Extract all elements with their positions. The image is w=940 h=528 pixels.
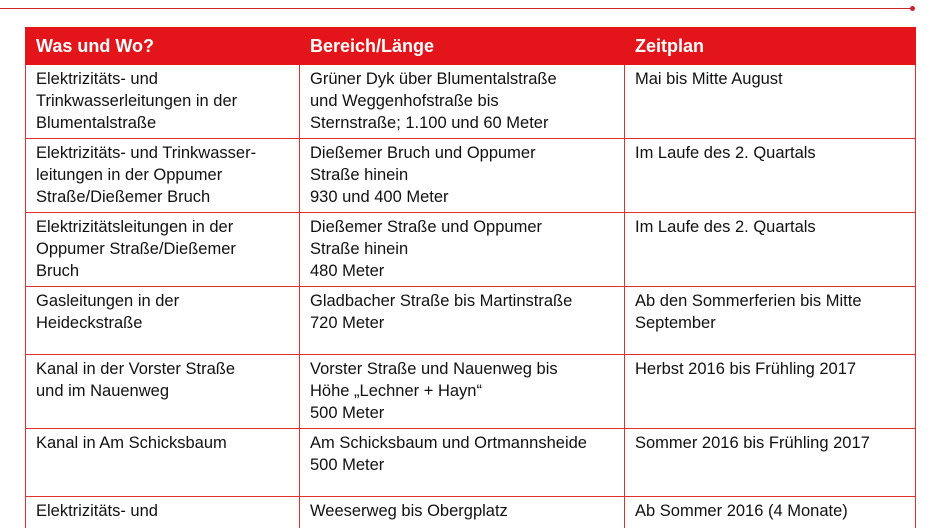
top-divider-dot [910, 6, 915, 11]
table-row [26, 213, 916, 287]
cell-what: Kanal in Am Schicksbaum [26, 429, 300, 497]
cell-schedule: Mai bis Mitte August [625, 65, 916, 139]
cell-area: Dießemer Straße und Oppumer Straße hinein 480 Meter [300, 213, 625, 287]
construction-schedule-table [25, 27, 916, 528]
header-area-length: Bereich/Länge [300, 28, 625, 65]
table-row [26, 355, 916, 429]
header-schedule: Zeitplan [625, 28, 916, 65]
cell-schedule: Herbst 2016 bis Frühling 2017 [625, 355, 916, 429]
cell-schedule: Ab Sommer 2016 (4 Monate) [625, 497, 916, 528]
cell-area: Am Schicksbaum und Ortmannsheide 500 Meter [300, 429, 625, 497]
table-row [26, 497, 916, 528]
table-header-row [26, 28, 916, 65]
cell-what: Elektrizitäts- und Trinkwasserleitungen in der Blumentalstraße [26, 65, 300, 139]
cell-area: Gladbacher Straße bis Martinstraße 720 Meter [300, 287, 625, 355]
cell-schedule: Sommer 2016 bis Frühling 2017 [625, 429, 916, 497]
table-row [26, 65, 916, 139]
table-row [26, 139, 916, 213]
cell-schedule: Im Laufe des 2. Quartals [625, 139, 916, 213]
top-divider-line [0, 8, 912, 9]
cell-area: Vorster Straße und Nauenweg bis Höhe „Lechner + Hayn“ 500 Meter [300, 355, 625, 429]
header-what-where: Was und Wo? [26, 28, 300, 65]
cell-what: Elektrizitäts- und [26, 497, 300, 528]
cell-area: Dießemer Bruch und Oppumer Straße hinein 930 und 400 Meter [300, 139, 625, 213]
cell-schedule: Im Laufe des 2. Quartals [625, 213, 916, 287]
table-row [26, 429, 916, 497]
cell-what: Elektrizitätsleitungen in der Oppumer Straße/Dießemer Bruch [26, 213, 300, 287]
cell-what: Gasleitungen in der Heideckstraße [26, 287, 300, 355]
table-row [26, 287, 916, 355]
cell-area: Grüner Dyk über Blumentalstraße und Weggenhofstraße bis Sternstraße; 1.100 und 60 Meter [300, 65, 625, 139]
cell-what: Kanal in der Vorster Straße und im Nauenweg [26, 355, 300, 429]
cell-what: Elektrizitäts- und Trinkwasser- leitungen in der Oppumer Straße/Dießemer Bruch [26, 139, 300, 213]
cell-schedule: Ab den Sommerferien bis Mitte September [625, 287, 916, 355]
cell-area: Weeserweg bis Obergplatz [300, 497, 625, 528]
